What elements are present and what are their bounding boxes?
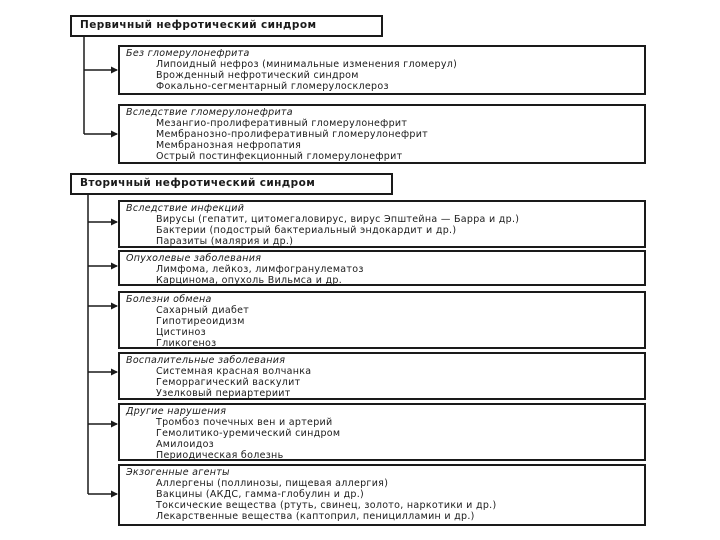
primary-group-without-glomerulonephritis bbox=[118, 45, 646, 95]
secondary-group-inflammatory bbox=[118, 352, 646, 400]
list-item: Мембранозная нефропатия bbox=[156, 140, 302, 151]
list-item: Периодическая болезнь bbox=[156, 450, 284, 461]
list-item: Амилоидоз bbox=[156, 439, 215, 450]
primary-header bbox=[70, 15, 383, 37]
list-item: Липоидный нефроз (минимальные изменения гломерул) bbox=[156, 59, 458, 70]
list-item: Токсические вещества (ртуть, свинец, золото, наркотики и др.) bbox=[156, 500, 497, 511]
secondary-header bbox=[70, 173, 393, 195]
list-item: Паразиты (малярия и др.) bbox=[156, 236, 294, 247]
list-item: Тромбоз почечных вен и артерий bbox=[156, 417, 333, 428]
group-items bbox=[126, 417, 638, 461]
arrow-head bbox=[111, 369, 118, 376]
arrow-head bbox=[111, 219, 118, 226]
secondary-group-infections bbox=[118, 200, 646, 248]
list-item: Лимфома, лейкоз, лимфогранулематоз bbox=[156, 264, 364, 275]
group-title: Экзогенные агенты bbox=[126, 467, 230, 478]
group-title: Воспалительные заболевания bbox=[126, 355, 286, 366]
arrow-head bbox=[111, 131, 118, 138]
group-items bbox=[126, 305, 638, 349]
list-item: Гликогеноз bbox=[156, 338, 217, 349]
list-item: Цистиноз bbox=[156, 327, 206, 338]
list-item: Фокально-сегментарный гломерулосклероз bbox=[156, 81, 389, 92]
list-item: Острый постинфекционный гломерулонефрит bbox=[156, 151, 403, 162]
list-item: Гипотиреоидизм bbox=[156, 316, 245, 327]
list-item: Мезангио-пролиферативный гломерулонефрит bbox=[156, 118, 408, 129]
list-item: Сахарный диабет bbox=[156, 305, 250, 316]
arrow-head bbox=[111, 491, 118, 498]
group-items bbox=[126, 478, 638, 522]
list-item: Узелковый периартериит bbox=[156, 388, 291, 399]
group-items bbox=[126, 264, 638, 286]
primary-header-title: Первичный нефротический синдром bbox=[80, 19, 317, 31]
list-item: Системная красная волчанка bbox=[156, 366, 312, 377]
group-items bbox=[126, 59, 638, 92]
secondary-header-title: Вторичный нефротический синдром bbox=[80, 177, 316, 189]
secondary-group-other bbox=[118, 403, 646, 461]
group-items bbox=[126, 366, 638, 399]
group-title: Опухолевые заболевания bbox=[126, 253, 262, 264]
list-item: Геморрагический васкулит bbox=[156, 377, 301, 388]
list-item: Гемолитико-уремический синдром bbox=[156, 428, 341, 439]
group-title: Вследствие гломерулонефрита bbox=[126, 107, 293, 118]
secondary-group-tumors bbox=[118, 250, 646, 286]
arrow-head bbox=[111, 421, 118, 428]
list-item: Врожденный нефротический синдром bbox=[156, 70, 359, 81]
group-items bbox=[126, 118, 638, 162]
group-title: Без гломерулонефрита bbox=[126, 48, 250, 59]
secondary-group-exogenous bbox=[118, 464, 646, 526]
arrow-head bbox=[111, 67, 118, 74]
secondary-group-metabolic bbox=[118, 291, 646, 349]
list-item: Бактерии (подострый бактериальный эндокардит и др.) bbox=[156, 225, 457, 236]
list-item: Вакцины (АКДС, гамма-глобулин и др.) bbox=[156, 489, 365, 500]
group-items bbox=[126, 214, 638, 247]
group-title: Другие нарушения bbox=[126, 406, 227, 417]
arrow-head bbox=[111, 263, 118, 270]
list-item: Аллергены (поллинозы, пищевая аллергия) bbox=[156, 478, 389, 489]
list-item: Лекарственные вещества (каптоприл, пеницилламин и др.) bbox=[156, 511, 475, 522]
list-item: Вирусы (гепатит, цитомегаловирус, вирус Эпштейна — Барра и др.) bbox=[156, 214, 520, 225]
list-item: Мембранозно-пролиферативный гломерулонефрит bbox=[156, 129, 429, 140]
group-title: Вследствие инфекций bbox=[126, 203, 245, 214]
list-item: Карциномa, опухоль Вильмса и др. bbox=[156, 275, 343, 286]
group-title: Болезни обмена bbox=[126, 294, 212, 305]
primary-group-glomerulonephritis bbox=[118, 104, 646, 164]
arrow-head bbox=[111, 303, 118, 310]
